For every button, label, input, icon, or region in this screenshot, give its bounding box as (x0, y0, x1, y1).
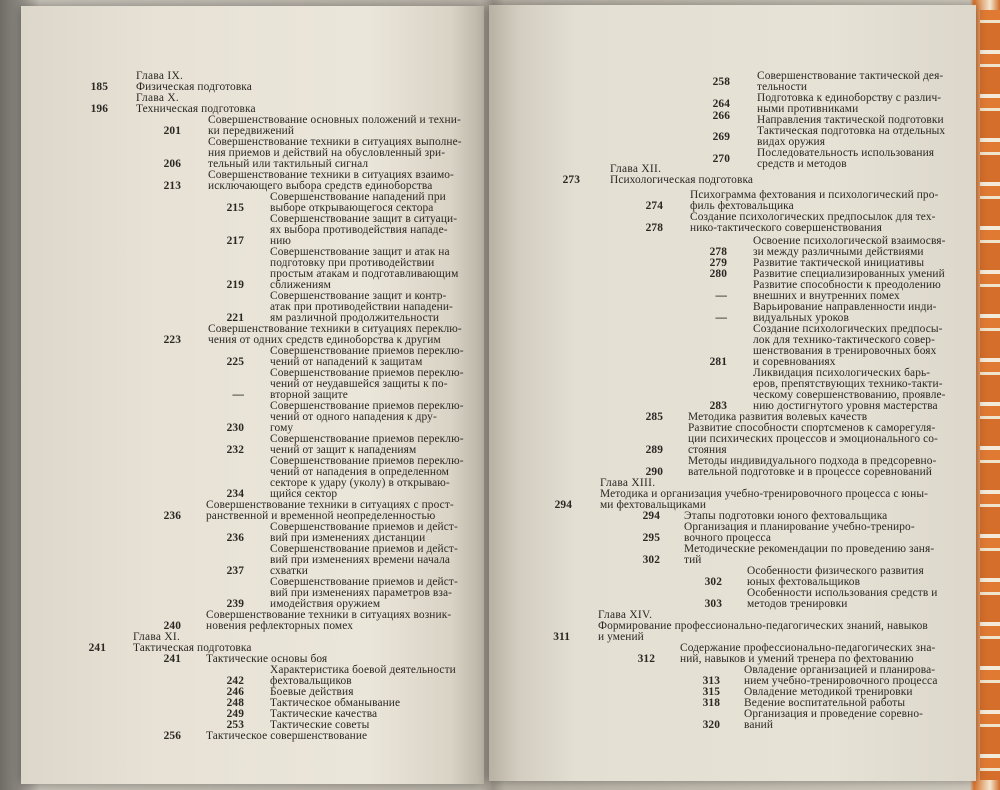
toc-page-number: 241 (88, 642, 106, 654)
toc-entry-line: ными противниками (757, 103, 859, 115)
toc-entry-line: Развитие тактической инициативы (753, 257, 925, 269)
toc-entry-line: схватки (270, 565, 308, 577)
toc-entry-line: чений от нападения в определенном (270, 466, 449, 478)
toc-page-number: 266 (712, 110, 730, 122)
toc-entry-line: шенствования в тренировочных боях (753, 345, 937, 357)
toc-entry-line: чений от защит к нападениям (270, 444, 417, 456)
toc-entry-line: ми фехтовальщиками (600, 499, 707, 511)
toc-entry-line: Методы индивидуального подхода в предсоревно- (688, 455, 937, 467)
toc-entry-line: Совершенствование тактической дея- (757, 70, 944, 82)
toc-entry-line: средств и методов (757, 158, 847, 170)
toc-entry-line: видуальных уроков (753, 312, 849, 324)
toc-entry-line: тий (684, 554, 702, 566)
toc-entry-line: Совершенствование приемов переклю- (270, 455, 464, 467)
toc-page-number: 264 (712, 98, 730, 110)
toc-page-number: 315 (702, 686, 720, 698)
toc-entry-line: Овладение методикой тренировки (744, 686, 913, 698)
toc-page-number: 278 (645, 222, 663, 234)
toc-entry-line: филь фехтовальщика (690, 200, 794, 212)
toc-page-number: 215 (226, 202, 244, 214)
toc-page-number: 283 (709, 400, 727, 412)
toc-page-number: 230 (226, 422, 244, 434)
toc-page-number: 285 (645, 411, 663, 423)
toc-entry-line: и соревнованиях (753, 356, 836, 368)
toc-entry-line: Совершенствование техники в ситуациях возник- (206, 609, 452, 621)
toc-page-number: 248 (226, 697, 244, 709)
toc-entry-line: вий при изменениях параметров вза- (270, 587, 453, 599)
toc-page-number: 303 (704, 598, 722, 610)
chapter-heading: Глава X. (136, 92, 180, 104)
toc-entry-line: Формирование профессионально-педагогических знаний, навыков (598, 620, 928, 632)
toc-page-number: 290 (645, 466, 663, 478)
toc-page-number: 219 (226, 279, 244, 291)
toc-entry-line: Особенности физического развития (747, 565, 924, 577)
toc-entry-line: Методика развития волевых качеств (688, 411, 868, 423)
toc-page-number: 278 (709, 246, 727, 258)
toc-page-number: 242 (226, 675, 244, 687)
toc-page-number: 246 (226, 686, 244, 698)
toc-entry-line: лок для технико-тактического совер- (753, 334, 935, 346)
chapter-heading: Глава XI. (133, 631, 181, 643)
toc-entry-line: ям различной продолжительности (270, 312, 440, 324)
toc-page-number: 289 (645, 444, 663, 456)
toc-page-number: 232 (226, 444, 244, 456)
toc-entry-line: Освоение психологической взаимосвя- (753, 235, 946, 247)
toc-entry-line: нико-тактического совершенствования (690, 222, 882, 234)
toc-entry-line: Последовательность использования (757, 147, 935, 159)
toc-page-number: 196 (90, 103, 108, 115)
toc-entry-line: ях выбора противодействия нападе- (270, 224, 448, 236)
toc-entry-line: ваний (744, 719, 774, 731)
toc-page-number: 311 (553, 631, 570, 643)
toc-entry-line: Совершенствование приемов переклю- (270, 433, 464, 445)
toc-entry-line: ции психических процессов и эмоционального со- (688, 433, 938, 445)
toc-entry-line: видах оружия (757, 136, 826, 148)
toc-page-number: 294 (554, 499, 572, 511)
toc-entry-line: Тактическое совершенствование (206, 730, 368, 742)
page-edges (980, 10, 1000, 780)
chapter-heading: Глава XIV. (598, 609, 653, 621)
toc-page-number: 223 (163, 334, 181, 346)
chapter-heading: Глава XII. (610, 163, 662, 175)
toc-entry-line: Совершенствование нападений при (270, 191, 446, 203)
toc-entry-line: еров, препятствующих технико-такти- (753, 378, 943, 390)
toc-entry-line: тельный или тактильный сигнал (208, 158, 369, 170)
toc-entry-line: Методика и организация учебно-тренировочного процесса с юны- (600, 488, 928, 500)
toc-entry-line: юных фехтовальщиков (747, 576, 861, 588)
toc-entry-line: ния приемов и действий на обусловленный зри- (208, 147, 446, 159)
toc-page-number: 318 (702, 697, 720, 709)
toc-entry-line: Этапы подготовки юного фехтовальщика (684, 510, 888, 522)
toc-entry-line: Методические рекомендации по проведению заня- (684, 543, 935, 555)
toc-entry-line: Организация и планирование учебно-трениро- (684, 521, 915, 533)
toc-entry-line: новения рефлекторных помех (206, 620, 354, 632)
toc-entry-line: вий при изменениях дистанции (270, 532, 426, 544)
toc-page-number: 281 (709, 356, 727, 368)
toc-entry-line: чений от одного нападения к дру- (270, 411, 437, 423)
toc-entry-line: и умений (598, 631, 644, 643)
toc-entry-line: Организация и проведение соревно- (744, 708, 924, 720)
toc-entry-line: Овладение организацией и планирова- (744, 664, 936, 676)
toc-entry-line: Совершенствование приемов переклю- (270, 345, 464, 357)
toc-page-number: 221 (226, 312, 244, 324)
toc-entry-line: Содержание профессионально-педагогических зна- (680, 642, 936, 654)
toc-page-number: 273 (562, 174, 580, 186)
toc-page-number: 312 (637, 653, 655, 665)
toc-entry-line: секторе к удару (уколу) в открываю- (270, 477, 450, 489)
toc-entry-line: Совершенствование приемов и дейст- (270, 521, 458, 533)
toc-entry-line: методов тренировки (747, 598, 848, 610)
toc-entry-line: ний, навыков и умений тренера по фехтованию (680, 653, 914, 665)
toc-entry-line: простым атакам и подготавливающим (270, 268, 459, 280)
toc-page-number: 249 (226, 708, 244, 720)
toc-entry-line: нию достигнутого уровня мастерства (753, 400, 938, 412)
toc-page-number: 320 (702, 719, 720, 731)
toc-entry-line: вторной защите (270, 389, 348, 401)
toc-entry-line: исключающего выбора средств единоборства (208, 180, 433, 192)
toc-entry-line: Совершенствование техники в ситуациях взаимо- (208, 169, 454, 181)
toc-entry-line: Тактическая подготовка (133, 642, 252, 654)
toc-page-number: — (715, 290, 727, 302)
toc-entry-line: сближениям (270, 279, 331, 291)
toc-entry-line: Характеристика боевой деятельности (270, 664, 456, 676)
toc-entry-line: Психологическая подготовка (610, 174, 754, 186)
toc-page-number: 236 (226, 532, 244, 544)
toc-entry-line: Совершенствование приемов и дейст- (270, 543, 458, 555)
toc-page-number: 239 (226, 598, 244, 610)
toc-page-number: 269 (712, 131, 730, 143)
toc-entry-line: Создание психологических предпосылок для тех- (690, 211, 936, 223)
toc-entry-line: Совершенствование приемов переклю- (270, 400, 464, 412)
toc-entry-line: Подготовка к единоборству с различ- (757, 92, 942, 104)
toc-entry-line: гому (270, 422, 294, 434)
toc-page-number: 295 (642, 532, 660, 544)
toc-entry-line: Боевые действия (270, 686, 354, 698)
chapter-heading: Глава IX. (136, 70, 184, 82)
toc-page-number: 240 (163, 620, 181, 632)
toc-entry-line: Ликвидация психологических барь- (753, 367, 931, 379)
toc-entry-line: фехтовальщиков (270, 675, 352, 687)
toc-entry-line: чений от нападений к защитам (270, 356, 423, 368)
toc-page-number: 234 (226, 488, 244, 500)
toc-entry-line: Совершенствование основных положений и техни- (208, 114, 461, 126)
toc-page-number: — (232, 389, 244, 401)
toc-page-number: 206 (163, 158, 181, 170)
toc-page-number: 313 (702, 675, 720, 687)
toc-page-number: 253 (226, 719, 244, 731)
toc-page-number: 302 (642, 554, 660, 566)
toc-entry-line: чений от неудавшейся защиты к по- (270, 378, 448, 390)
toc-entry-line: подготовку при противодействии (270, 257, 435, 269)
toc-entry-line: Развитие специализированных умений (753, 268, 945, 280)
toc-page-number: 279 (709, 257, 727, 269)
toc-page-number: 213 (163, 180, 181, 192)
toc-entry-line: Психограмма фехтования и психологический про- (690, 189, 939, 201)
toc-entry-line: Совершенствование техники в ситуациях выполне- (208, 136, 462, 148)
toc-entry-line: Направления тактической подготовки (757, 114, 944, 126)
toc-page-number: 294 (642, 510, 660, 522)
toc-entry-line: выборе открывающегося сектора (270, 202, 434, 214)
toc-entry-line: Совершенствование приемов переклю- (270, 367, 464, 379)
toc-entry-line: вий при изменениях времени начала (270, 554, 451, 566)
toc-entry-line: Развитие способности к преодолению (753, 279, 941, 291)
toc-entry-line: Совершенствование защит и контр- (270, 290, 447, 302)
toc-page-number: 280 (709, 268, 727, 280)
toc-entry-line: Техническая подготовка (136, 103, 256, 115)
toc-page-number: 201 (163, 125, 181, 137)
toc-page-number: 302 (704, 576, 722, 588)
toc-page-number: 256 (163, 730, 181, 742)
toc-entry-line: Создание психологических предпосы- (753, 323, 943, 335)
toc-entry-line: Совершенствование защит в ситуаци- (270, 213, 458, 225)
toc-entry-line: Тактические основы боя (206, 653, 328, 665)
toc-page-number: 241 (163, 653, 181, 665)
toc-entry-line: зи между различными действиями (753, 246, 924, 258)
toc-entry-line: вательной подготовке и в процессе соревнований (688, 466, 932, 478)
toc-entry-line: Совершенствование защит и атак на (270, 246, 450, 258)
toc-entry-line: Тактическая подготовка на отдельных (757, 125, 946, 137)
toc-entry-line: щийся сектор (270, 488, 338, 500)
toc-entry-line: тельности (757, 81, 808, 93)
toc-entry-line: внешних и внутренних помех (753, 290, 900, 302)
toc-entry-line: Совершенствование приемов и дейст- (270, 576, 458, 588)
toc-page-number: 237 (226, 565, 244, 577)
toc-entry-line: нию (270, 235, 292, 247)
toc-page-number: 274 (645, 200, 663, 212)
chapter-heading: Глава XIII. (600, 477, 656, 489)
toc-entry-line: ранственной и временной неопределенностью (206, 510, 436, 522)
toc-entry-line: чения от одних средств единоборства к другим (208, 334, 441, 346)
toc-entry-line: Физическая подготовка (136, 81, 252, 93)
toc-entry-line: ческому совершенствованию, проявле- (753, 389, 946, 401)
toc-page-number: 258 (712, 76, 730, 88)
toc-page-number: 236 (163, 510, 181, 522)
toc-entry-line: Тактические советы (270, 719, 370, 731)
toc-entry-line: Ведение воспитательной работы (744, 697, 906, 709)
toc-entry-line: имодействия оружием (270, 598, 381, 610)
toc-page-number: 270 (712, 153, 730, 165)
toc-page-number: — (715, 312, 727, 324)
toc-entry-line: вочного процесса (684, 532, 771, 544)
toc-entry-line: Тактическое обманывание (270, 697, 401, 709)
toc-entry-line: Варьирование направленности инди- (753, 301, 937, 313)
toc-page-number: 217 (226, 235, 244, 247)
toc-entry-line: нием учебно-тренировочного процесса (744, 675, 938, 687)
toc-entry-line: Тактические качества (270, 708, 378, 720)
toc-page-number: 185 (90, 81, 108, 93)
toc-entry-line: Развитие способности спортсменов к саморегуля- (688, 422, 936, 434)
toc-entry-line: ки передвижений (208, 125, 295, 137)
toc-entry-line: Совершенствование техники в ситуациях переклю- (208, 323, 462, 335)
toc-entry-line: Совершенствование техники в ситуациях с прост- (206, 499, 454, 511)
toc-entry-line: стояния (688, 444, 727, 456)
toc-entry-line: Особенности использования средств и (747, 587, 938, 599)
toc-entry-line: атак при противодействии нападени- (270, 301, 453, 313)
toc-page-number: 225 (226, 356, 244, 368)
